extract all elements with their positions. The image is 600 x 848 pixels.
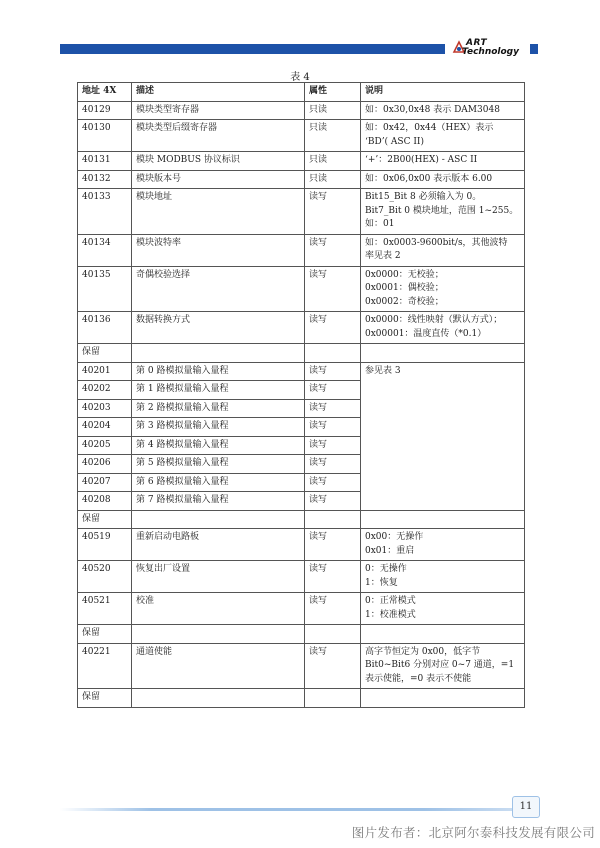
reserved-label: 保留 [78,510,132,529]
description-cell: 校准 [132,593,305,625]
attribute-cell: 读写 [305,418,361,437]
note-cell [361,312,525,344]
header-attribute: 属性 [305,83,361,102]
address-cell: 40134 [78,234,132,266]
empty-cell [305,625,361,644]
attribute-cell: 只读 [305,170,361,189]
address-cell: 40206 [78,455,132,474]
description-cell: 第 5 路模拟量输入量程 [132,455,305,474]
attribute-cell: 读写 [305,473,361,492]
attribute-cell: 只读 [305,120,361,152]
table-row [78,170,525,189]
header-description: 描述 [132,83,305,102]
table-caption: 表 4 [290,72,310,83]
address-cell: 40131 [78,152,132,171]
empty-cell [132,625,305,644]
description-cell: 第 6 路模拟量输入量程 [132,473,305,492]
note-line: 如：01 [365,219,395,229]
note-cell [361,266,525,312]
range-note-cell: 参见表 3 [361,362,525,510]
header-bar [60,44,445,54]
attribute-cell: 只读 [305,101,361,120]
table-row [78,266,525,312]
address-cell: 40203 [78,399,132,418]
note-line: 如：0x30,0x48 表示 DAM3048 [365,104,500,115]
table-row [78,312,525,344]
footer-line [60,808,515,811]
header-bar-end [530,44,538,54]
description-cell: 模块 MODBUS 协议标识 [132,152,305,171]
address-cell: 40129 [78,101,132,120]
description-cell: 模块波特率 [132,234,305,266]
description-cell: 模块类型后缀寄存器 [132,120,305,152]
note-line: 0x0000：无校验； [365,269,444,280]
description-cell: 第 2 路模拟量输入量程 [132,399,305,418]
address-cell: 40202 [78,381,132,400]
description-cell: 模块地址 [132,189,305,235]
empty-cell [361,510,525,529]
attribute-cell: 读写 [305,593,361,625]
attribute-cell: 只读 [305,152,361,171]
empty-cell [361,344,525,363]
description-cell: 奇偶校验选择 [132,266,305,312]
reserved-label: 保留 [78,344,132,363]
note-line: 表示使能，=0 表示不使能 [365,673,472,684]
table-row [78,234,525,266]
empty-cell [132,689,305,708]
note-cell [361,170,525,189]
address-cell: 40221 [78,643,132,689]
note-line: 0：无操作 [365,564,407,574]
note-line: Bit15_Bit 8 必须输入为 0。 [365,192,482,202]
table-row [78,643,525,689]
note-line: Bit7_Bit 0 模块地址，范围 1~255。 [365,205,519,216]
table-row [78,362,525,381]
note-cell [361,101,525,120]
address-cell: 40208 [78,492,132,511]
table-row [78,152,525,171]
attribute-cell: 读写 [305,455,361,474]
empty-cell [305,344,361,363]
address-cell: 40519 [78,529,132,561]
table-header-row [78,83,525,102]
attribute-cell: 读写 [305,362,361,381]
note-line: ‘+’：2B00(HEX) - ASC II [365,155,478,165]
address-cell: 40201 [78,362,132,381]
description-cell: 第 1 路模拟量输入量程 [132,381,305,400]
note-line: 0x01：重启 [365,545,415,556]
brand-line2: Technology [462,47,519,57]
note-line: 0x00：无操作 [365,532,424,542]
table-row [78,189,525,235]
description-cell: 第 7 路模拟量输入量程 [132,492,305,511]
empty-cell [305,689,361,708]
note-line: 0：正常模式 [365,596,416,606]
address-cell: 40132 [78,170,132,189]
note-line: Bit0~Bit6 分别对应 0~7 通道，=1 [365,660,515,670]
note-line: 0x0001：偶校验； [365,283,444,293]
note-line: 0x0000：线性映射（默认方式）； [365,315,503,325]
header-address: 地址 4X [78,83,132,102]
attribute-cell: 读写 [305,312,361,344]
note-line: 如：0x06,0x00 表示版本 6.00 [365,173,493,184]
note-cell [361,152,525,171]
empty-cell [305,510,361,529]
table-row [78,101,525,120]
attribute-cell: 读写 [305,529,361,561]
description-cell: 模块版本号 [132,170,305,189]
note-cell [361,120,525,152]
address-cell: 40204 [78,418,132,437]
brand-line1: ART [466,38,488,48]
attribute-cell: 读写 [305,436,361,455]
attribute-cell: 读写 [305,381,361,400]
note-line: 0x00001：温度直传（*0.1） [365,328,487,339]
attribute-cell: 读写 [305,189,361,235]
empty-cell [132,344,305,363]
attribute-cell: 读写 [305,234,361,266]
note-line: 如：0x0003-9600bit/s，其他波特 [365,237,508,248]
attribute-cell: 读写 [305,492,361,511]
description-cell: 数据转换方式 [132,312,305,344]
description-cell: 第 4 路模拟量输入量程 [132,436,305,455]
reserved-label: 保留 [78,689,132,708]
reserved-label: 保留 [78,625,132,644]
note-cell [361,234,525,266]
table-body [78,101,525,707]
empty-cell [361,625,525,644]
description-cell: 恢复出厂设置 [132,561,305,593]
note-line: 率见表 2 [365,251,401,261]
publisher-watermark: 图片发布者：北京阿尔泰科技发展有限公司 [351,825,595,840]
note-line: 1：恢复 [365,577,398,588]
address-cell: 40207 [78,473,132,492]
attribute-cell: 读写 [305,643,361,689]
note-line: 0x0002：奇校验； [365,296,444,307]
empty-cell [361,689,525,708]
description-cell: 重新启动电路板 [132,529,305,561]
attribute-cell: 读写 [305,561,361,593]
note-line: ‘BD’( ASC II) [365,136,424,147]
address-cell: 40130 [78,120,132,152]
address-cell: 40135 [78,266,132,312]
note-cell [361,189,525,235]
table-row [78,529,525,561]
address-cell: 40136 [78,312,132,344]
description-cell: 模块类型寄存器 [132,101,305,120]
reserved-row [78,344,525,363]
attribute-cell: 读写 [305,266,361,312]
note-cell [361,561,525,593]
note-line: 高字节恒定为 0x00，低字节 [365,646,481,657]
note-cell [361,643,525,689]
reserved-row [78,625,525,644]
reserved-row [78,510,525,529]
page-number: 11 [512,796,540,818]
table-row [78,593,525,625]
brand-logo [452,38,530,60]
note-cell [361,593,525,625]
attribute-cell: 读写 [305,399,361,418]
description-cell: 通道使能 [132,643,305,689]
reserved-row [78,689,525,708]
table-row [78,561,525,593]
header-note: 说明 [361,83,525,102]
note-line: 1：校准模式 [365,609,416,620]
address-cell: 40520 [78,561,132,593]
note-line: 如：0x42，0x44（HEX）表示 [365,123,494,133]
address-cell: 40521 [78,593,132,625]
table-row [78,120,525,152]
address-cell: 40133 [78,189,132,235]
description-cell: 第 0 路模拟量输入量程 [132,362,305,381]
note-cell [361,529,525,561]
description-cell: 第 3 路模拟量输入量程 [132,418,305,437]
register-table [77,82,525,708]
address-cell: 40205 [78,436,132,455]
empty-cell [132,510,305,529]
